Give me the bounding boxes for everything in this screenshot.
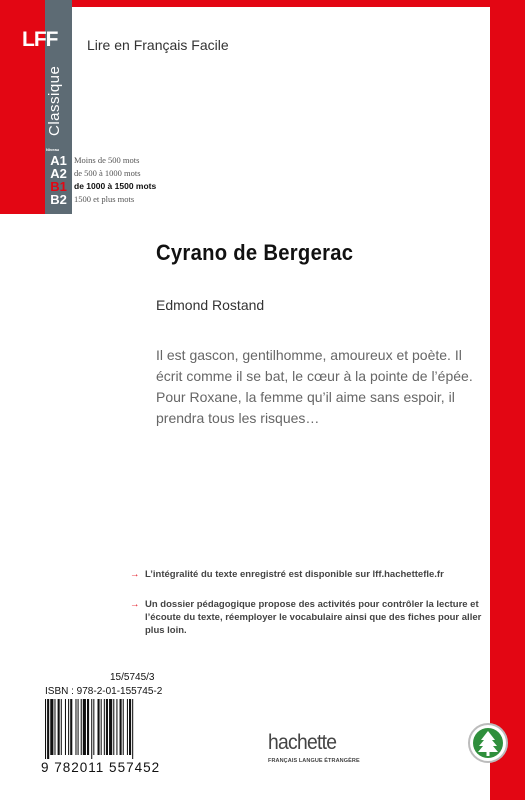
- top-red-strip: [72, 0, 490, 7]
- note-dossier-text: Un dossier pédagogique propose des activités pour contrôler la lecture et l’écoute du texte, réemployer le vocabulaire ainsi que des fiches pour aller plus loin.: [145, 599, 482, 636]
- level-desc-a2: de 500 à 1000 mots: [74, 168, 141, 178]
- level-desc-b1: de 1000 à 1500 mots: [74, 181, 157, 191]
- arrow-right-icon: →: [130, 569, 140, 580]
- barcode-digits: 9 782011 557452: [41, 760, 161, 775]
- note-audio-text: L’intégralité du texte enregistré est disponible sur lff.hachettefle.fr: [145, 569, 444, 580]
- note-dossier: [130, 598, 485, 637]
- book-title: Cyrano de Bergerac: [156, 240, 354, 265]
- isbn: ISBN : 978-2-01-155745-2: [45, 686, 163, 697]
- collection-label: Classique: [46, 65, 63, 136]
- tree-icon: [470, 725, 506, 761]
- barcode: [45, 699, 171, 759]
- book-author: Edmond Rostand: [156, 297, 265, 313]
- level-code-a1: A1: [50, 153, 67, 168]
- niveau-label: Niveau: [46, 147, 60, 152]
- level-code-a2: A2: [50, 166, 67, 181]
- publisher-logo: hachette: [268, 731, 337, 754]
- level-code-b2: B2: [50, 192, 67, 207]
- lff-logo: LFF: [22, 28, 58, 51]
- level-desc-a1: Moins de 500 mots: [74, 155, 140, 165]
- level-desc-b2: 1500 et plus mots: [74, 194, 135, 204]
- code-number: 15/5745/3: [110, 672, 155, 683]
- publisher-subtitle: FRANÇAIS LANGUE ÉTRANGÈRE: [268, 758, 360, 764]
- eco-badge: [468, 723, 508, 763]
- right-red-band: [490, 0, 525, 800]
- arrow-right-icon: →: [130, 599, 140, 610]
- series-name: Lire en Français Facile: [87, 37, 229, 53]
- level-code-b1: B1: [50, 179, 67, 194]
- note-audio: [130, 568, 485, 581]
- book-blurb: Il est gascon, gentilhomme, amoureux et poète. Il écrit comme il se bat, le cœur à la pointe de l’épée. Pour Roxane, la femme qu’il aime sans espoir, il prendra tous les risques…: [156, 347, 473, 426]
